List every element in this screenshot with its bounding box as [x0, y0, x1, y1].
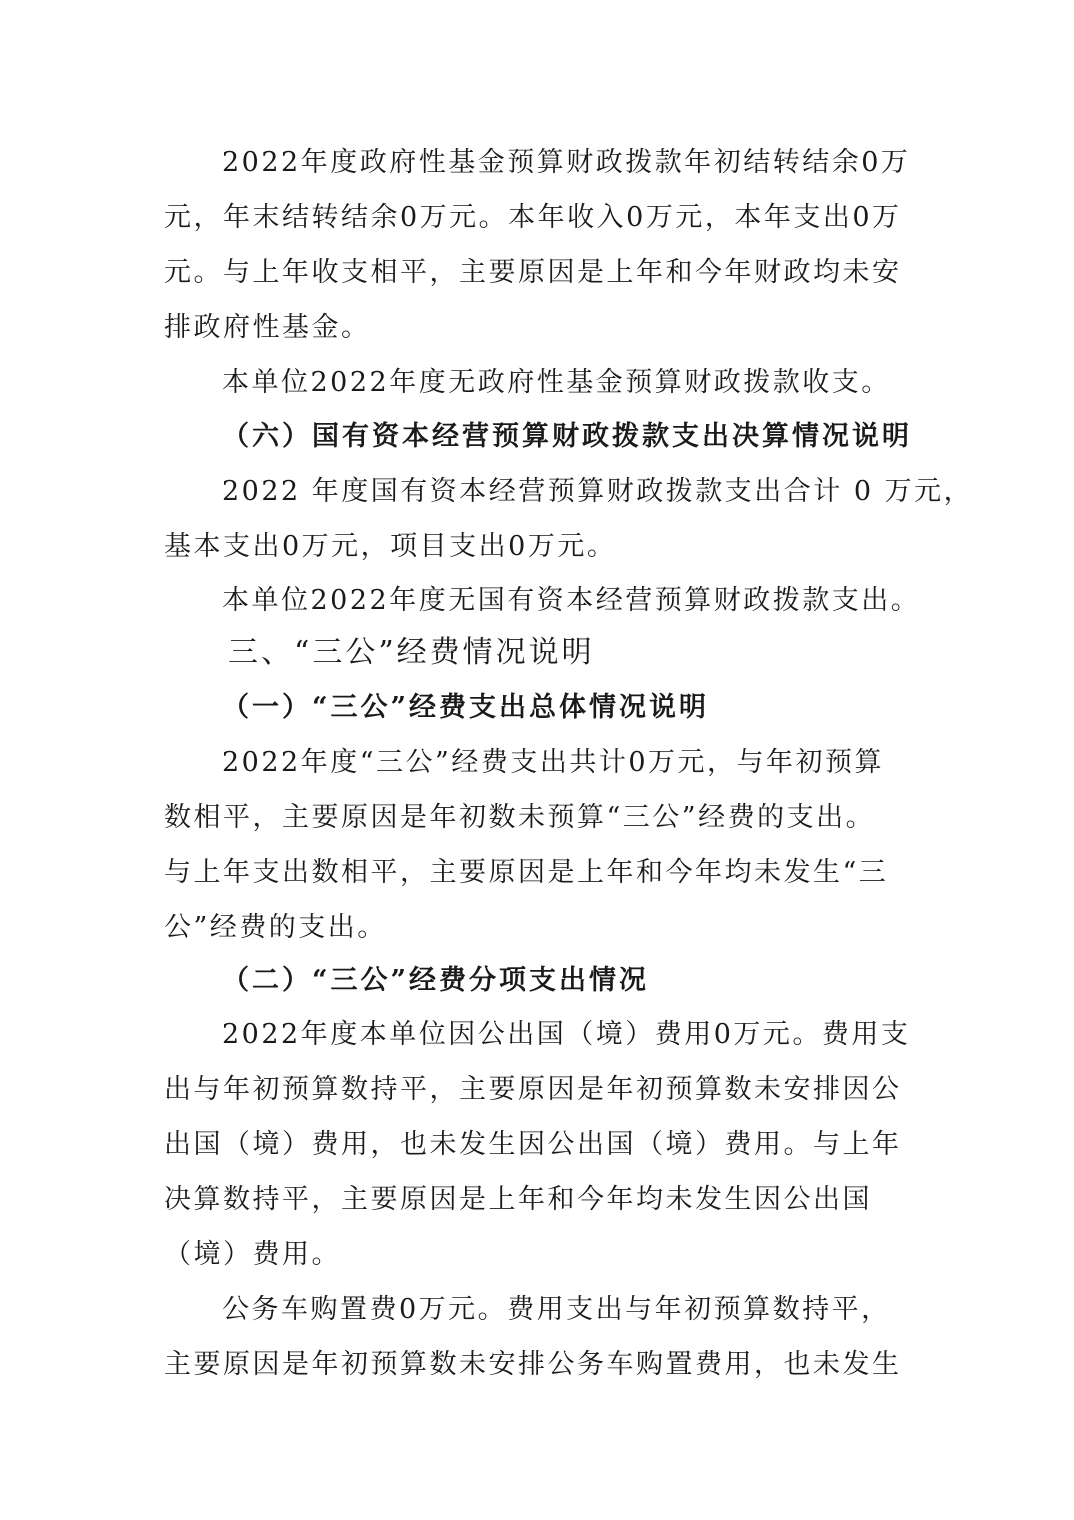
paragraph-line: 元。与上年收支相平，主要原因是上年和今年财政均未安	[164, 257, 902, 288]
section-heading-er: （二）“三公”经费分项支出情况	[222, 965, 650, 996]
paragraph-line: 公”经费的支出。	[164, 912, 387, 943]
paragraph-line: 元，年末结转结余0万元。本年收入0万元，本年支出0万	[164, 202, 902, 233]
paragraph-line: 2022年度本单位因公出国（境）费用0万元。费用支	[222, 1019, 911, 1050]
section-heading-yi: （一）“三公”经费支出总体情况说明	[222, 692, 710, 723]
paragraph-line: 基本支出0万元，项目支出0万元。	[164, 531, 617, 562]
paragraph-line: 数相平，主要原因是年初数未预算“三公”经费的支出。	[164, 802, 876, 833]
paragraph-line: 本单位2022年度无国有资本经营预算财政拨款支出。	[222, 585, 921, 616]
paragraph-line: 2022年度政府性基金预算财政拨款年初结转结余0万	[222, 147, 911, 178]
paragraph-line: 出国（境）费用，也未发生因公出国（境）费用。与上年	[164, 1129, 902, 1160]
paragraph-line: 排政府性基金。	[164, 312, 371, 343]
paragraph-line: 公务车购置费0万元。费用支出与年初预算数持平，	[222, 1294, 891, 1325]
paragraph-line: 主要原因是年初预算数未安排公务车购置费用，也未发生	[164, 1349, 902, 1380]
paragraph-line: 与上年支出数相平，主要原因是上年和今年均未发生“三	[164, 857, 889, 888]
paragraph-line: 决算数持平，主要原因是上年和今年均未发生因公出国	[164, 1184, 872, 1215]
paragraph-line: 2022年度“三公”经费支出共计0万元，与年初预算	[222, 747, 884, 778]
paragraph-line: 2022 年度国有资本经营预算财政拨款支出合计 0 万元，	[222, 476, 974, 507]
chapter-heading-san: 三、“三公”经费情况说明	[228, 635, 595, 670]
paragraph-line: 本单位2022年度无政府性基金预算财政拨款收支。	[222, 367, 891, 398]
paragraph-line: 出与年初预算数持平，主要原因是年初预算数未安排因公	[164, 1074, 902, 1105]
section-heading-liu: （六）国有资本经营预算财政拨款支出决算情况说明	[222, 421, 912, 452]
paragraph-line: （境）费用。	[164, 1239, 341, 1270]
